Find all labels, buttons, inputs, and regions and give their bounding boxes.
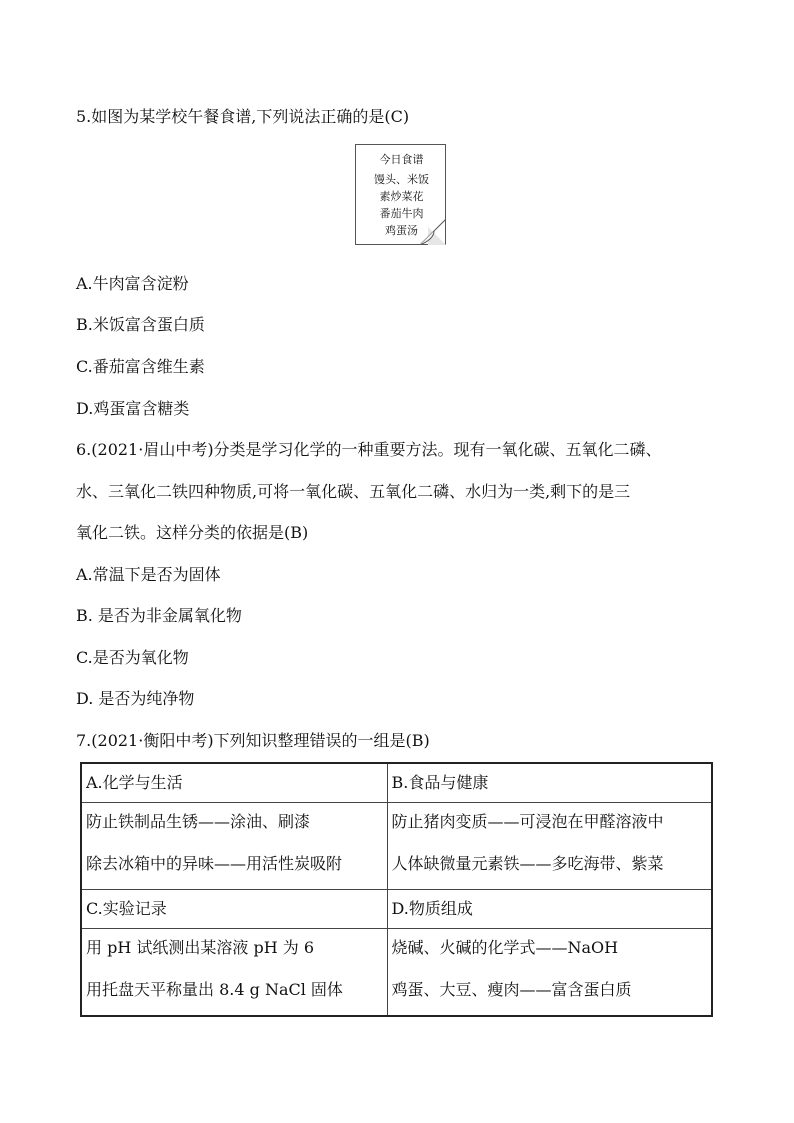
cell-line: 防止铁制品生锈——涂油、刷漆 xyxy=(86,812,311,831)
menu-item: 番茄牛肉 xyxy=(379,207,424,220)
cell-d-content xyxy=(387,929,712,1017)
cell-line: 除去冰箱中的异味——用活性炭吸附 xyxy=(86,854,343,873)
table-row xyxy=(81,803,712,890)
cell-a-content xyxy=(81,803,387,890)
q5-option-d: D.鸡蛋富含糖类 xyxy=(76,399,190,418)
menu-item: 素炒菜花 xyxy=(379,190,424,203)
cell-b-title: B.食品与健康 xyxy=(387,763,712,803)
q6-stem-line-3: 氧化二铁。这样分类的依据是(B) xyxy=(76,523,309,542)
menu-item: 鸡蛋汤 xyxy=(385,224,418,237)
q5-stem: 5.如图为某学校午餐食谱,下列说法正确的是(C) xyxy=(76,107,410,126)
cell-a-title: A.化学与生活 xyxy=(81,763,387,803)
cell-c-title: C.实验记录 xyxy=(81,890,387,929)
menu-item: 馒头、米饭 xyxy=(374,173,429,186)
q6-option-b: B. 是否为非金属氧化物 xyxy=(76,606,242,625)
table-row xyxy=(81,763,712,803)
cell-d-title: D.物质组成 xyxy=(387,890,712,929)
table-row xyxy=(81,890,712,929)
q6-option-c: C.是否为氧化物 xyxy=(76,648,189,667)
page-curl-icon xyxy=(420,219,446,245)
q5-option-a: A.牛肉富含淀粉 xyxy=(76,274,189,293)
q5-option-b: B.米饭富含蛋白质 xyxy=(76,315,205,334)
cell-b-content xyxy=(387,803,712,890)
menu-title: 今日食谱 xyxy=(379,153,424,166)
cell-line: 用托盘天平称量出 8.4 g NaCl 固体 xyxy=(86,980,343,999)
cell-line: 用 pH 试纸测出某溶液 pH 为 6 xyxy=(86,938,315,957)
menu-card xyxy=(355,144,446,245)
cell-line: 烧碱、火碱的化学式——NaOH xyxy=(391,938,619,957)
q6-option-d: D. 是否为纯净物 xyxy=(76,689,195,708)
q6-stem-line-1: 6.(2021·眉山中考)分类是学习化学的一种重要方法。现有一氧化碳、五氧化二磷、 xyxy=(76,440,662,459)
table-row xyxy=(81,929,712,1017)
cell-c-content xyxy=(81,929,387,1017)
q7-stem: 7.(2021·衡阳中考)下列知识整理错误的一组是(B) xyxy=(76,731,430,750)
q5-option-c: C.番茄富含维生素 xyxy=(76,357,205,376)
q6-option-a: A.常温下是否为固体 xyxy=(76,565,221,584)
cell-line: 鸡蛋、大豆、瘦肉——富含蛋白质 xyxy=(391,980,632,999)
cell-line: 防止猪肉变质——可浸泡在甲醛溶液中 xyxy=(391,812,664,831)
knowledge-table xyxy=(80,762,713,1017)
cell-line: 人体缺微量元素铁——多吃海带、紫菜 xyxy=(391,854,664,873)
q6-stem-line-2: 水、三氧化二铁四种物质,可将一氧化碳、五氧化二磷、水归为一类,剩下的是三 xyxy=(76,482,631,501)
